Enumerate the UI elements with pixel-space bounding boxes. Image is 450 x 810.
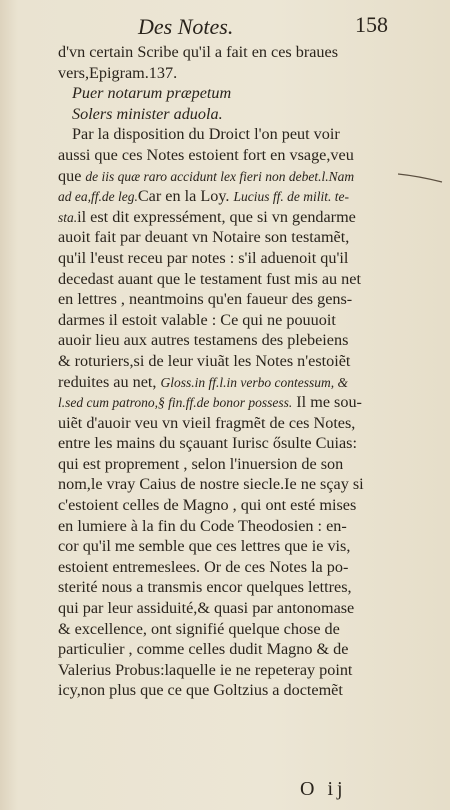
- verse-line: Solers minister aduola.: [72, 104, 223, 123]
- legal-citation: Gloss.in ff.l.in verbo contessum, &: [160, 374, 348, 390]
- text-line: decedast auant que le testament fust mis au net: [58, 269, 361, 288]
- text-line: Valerius Probus:laquelle ie ne repeteray point: [58, 660, 353, 679]
- text-line: qui est proprement , selon l'inuersion de son: [58, 454, 344, 473]
- running-head: Des Notes.: [138, 14, 234, 39]
- text-line: nom,le vray Caius de nostre siecle.Ie ne sçay si: [58, 475, 364, 494]
- text-line: auoit fait par deuant vn Notaire son testamẽt,: [58, 228, 350, 247]
- text-line: estoient entremeslees. Or de ces Notes la po-: [58, 557, 349, 576]
- text-line: cor qu'il me semble que ces lettres que ie vis,: [58, 537, 351, 556]
- text-line-mixed: [58, 372, 398, 393]
- text-line: entre les mains du sçauant Iurisc ősulte Cuias:: [58, 434, 357, 453]
- text-line: c'estoient celles de Magno , qui ont esté mises: [58, 496, 357, 515]
- text-line: vers,Epigram.137.: [58, 63, 178, 82]
- verse-line: Puer notarum præpetum: [72, 84, 232, 103]
- text-line: en lumiere à la fin du Code Theodosien : en-: [58, 516, 347, 535]
- text-line: qui par leur assiduité,& quasi par antonomase: [58, 599, 355, 618]
- legal-citation: Lucius ff. de milit. te-: [233, 189, 349, 205]
- roman-segment: que: [58, 166, 86, 185]
- legal-citation: ad ea,ff.de leg.: [58, 189, 138, 205]
- catchword-signature: O ij: [300, 778, 347, 800]
- page-header: [60, 12, 388, 44]
- roman-segment: Car en la Loy.: [137, 187, 234, 206]
- text-line-mixed: [58, 166, 398, 187]
- text-line-mixed: [58, 186, 398, 207]
- roman-segment: reduites au net,: [58, 372, 161, 391]
- margin-pen-mark: [398, 170, 444, 184]
- page-number: 158: [355, 12, 388, 37]
- text-line: d'vn certain Scribe qu'il a fait en ces braues: [58, 43, 339, 61]
- text-line-mixed: [58, 207, 398, 228]
- roman-segment: il est dit expressément, que si vn gendarme: [77, 207, 356, 226]
- text-line: darmes il estoit valable : Ce qui ne pouuoit: [58, 310, 336, 329]
- legal-citation: l.sed cum patrono,§ fin.ff.de bonor possess.: [58, 395, 293, 411]
- text-line: uiẽt d'auoir veu vn vieil fragmẽt de ces Notes,: [58, 413, 356, 432]
- text-line: icy,non plus que ce que Goltzius a doctemẽt: [58, 681, 343, 700]
- legal-citation: de iis quæ raro accidunt lex fieri non debet.l.Nam: [85, 168, 355, 184]
- text-line: en lettres , neantmoins qu'en faueur des gens-: [58, 290, 353, 309]
- text-line: auoir lieu aux autres testamens des plebeiens: [58, 331, 349, 350]
- text-line: & roturiers,si de leur viuãt les Notes n'estoiẽt: [58, 351, 351, 370]
- text-line-mixed: [58, 392, 398, 413]
- text-line: & excellence, ont signifié quelque chose de: [58, 619, 340, 638]
- text-line: qu'il l'eust receu par notes : s'il aduenoit qu'il: [58, 248, 349, 267]
- legal-citation: sta.: [58, 209, 78, 225]
- text-line: sterité nous a transmis encor quelques lettres,: [58, 578, 352, 597]
- text-line: Par la disposition du Droict l'on peut voir: [72, 125, 340, 144]
- text-line: aussi que ces Notes estoient fort en vsage,veu: [58, 145, 354, 164]
- roman-segment: Il me sou-: [292, 393, 362, 412]
- page-body-text: [58, 42, 398, 701]
- text-line: particulier , comme celles dudit Magno & de: [58, 640, 349, 659]
